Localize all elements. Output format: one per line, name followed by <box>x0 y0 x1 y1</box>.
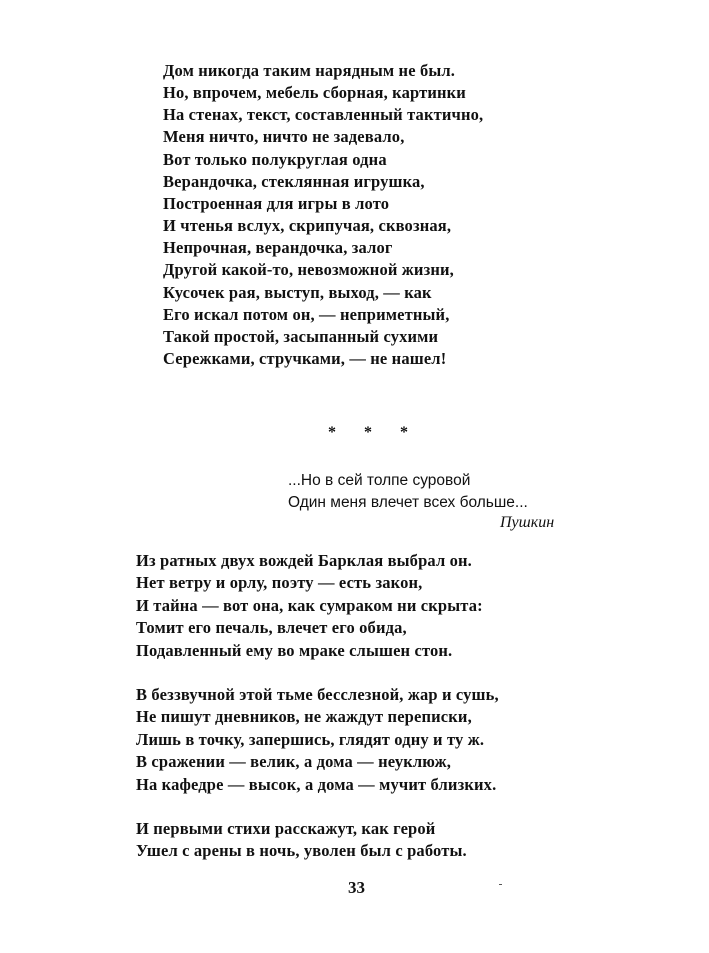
poem-line: Ушел с арены в ночь, уволен был с работы. <box>136 841 467 861</box>
poem-line: В беззвучной этой тьме бесслезной, жар и сушь, <box>136 685 499 704</box>
epigraph-author: Пушкин <box>500 514 555 531</box>
poem-line: Непрочная, верандочка, залог <box>163 238 393 258</box>
poem-line: Нет ветру и орлу, поэту — есть закон, <box>136 573 423 593</box>
epigraph-line: ...Но в сей толпе суровой <box>288 472 471 489</box>
poem-line: Томит его печаль, влечет его обида, <box>136 618 407 638</box>
poem-line: И первыми стихи расскажут, как герой <box>136 819 436 838</box>
poem-line: И чтенья вслух, скрипучая, сквозная, <box>163 216 452 236</box>
poem-line: Сережками, стручками, — не нашел! <box>163 349 447 369</box>
poem-second-stanza-1 <box>136 550 483 662</box>
poem-line: Дом никогда таким нарядным не был. <box>163 61 456 80</box>
poem-line: Его искал потом он, — неприметный, <box>163 304 450 324</box>
poem-second-stanza-2 <box>136 684 499 796</box>
poem-line: На кафедре — высок, а дома — мучит близких. <box>136 774 497 794</box>
poem-line: Верандочка, стеклянная игрушка, <box>163 171 425 191</box>
poem-line: Такой простой, засыпанный сухими <box>163 326 439 346</box>
poem-line: Другой какой-то, невозможной жизни, <box>163 260 454 280</box>
epigraph <box>288 470 528 514</box>
epigraph-line: Один меня влечет всех больше... <box>288 494 528 511</box>
poem-line: Но, впрочем, мебель сборная, картинки <box>163 83 466 103</box>
poem-line: Лишь в точку, запершись, глядят одну и ту ж. <box>136 729 485 749</box>
poem-line: Вот только полукруглая одна <box>163 149 387 169</box>
poem-line: Не пишут дневников, не жаждут переписки, <box>136 707 472 727</box>
poem-first-stanza <box>163 60 483 370</box>
poem-line: Из ратных двух вождей Барклая выбрал он. <box>136 551 472 570</box>
page-number: 33 <box>348 878 365 897</box>
section-separator: * * * <box>328 424 420 441</box>
poem-line: И тайна — вот она, как сумраком ни скрыта: <box>136 595 483 615</box>
poem-line: На стенах, текст, составленный тактично, <box>163 105 484 125</box>
poem-line: Подавленный ему во мраке слышен стон. <box>136 640 453 660</box>
poem-line: Меня ничто, ничто не задевало, <box>163 127 405 147</box>
poem-line: Построенная для игры в лото <box>163 193 390 213</box>
poem-second-stanza-3 <box>136 818 467 863</box>
poem-line: Кусочек рая, выступ, выход, — как <box>163 282 432 302</box>
print-speck <box>499 884 502 885</box>
poem-line: В сражении — велик, а дома — неуклюж, <box>136 752 452 772</box>
